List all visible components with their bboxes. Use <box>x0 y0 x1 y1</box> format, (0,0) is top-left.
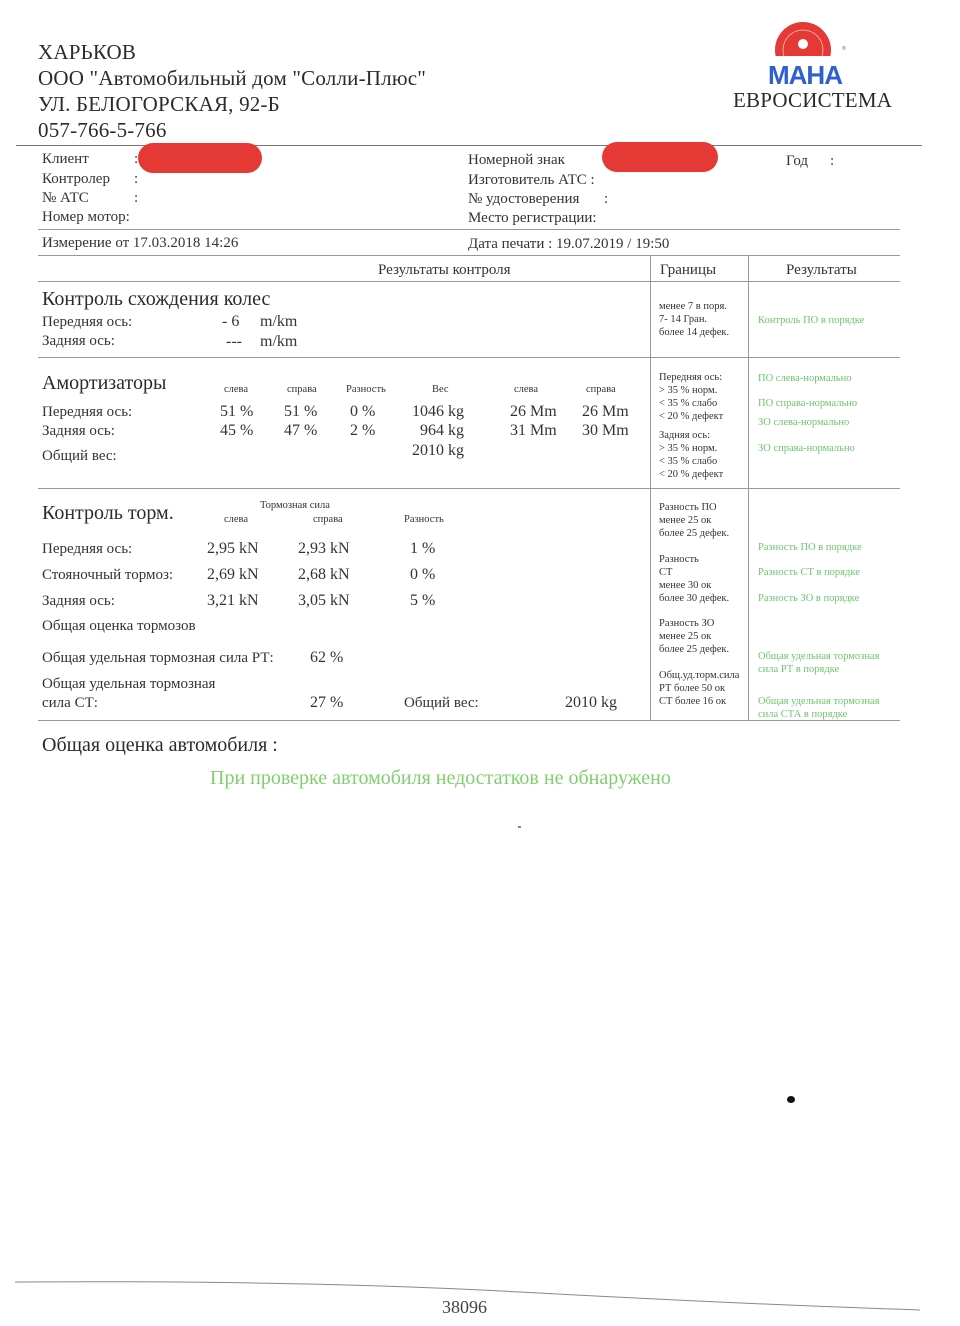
brake-limit-line: менее 25 ок <box>659 515 712 526</box>
ink-speck <box>518 826 521 828</box>
shock-col-right-mm: справа <box>586 384 616 395</box>
results-control-header: Результаты контроля <box>378 262 511 278</box>
alignment-title: Контроль схождения колес <box>42 288 271 310</box>
company-name: ООО "Автомобильный дом "Солли-Плюс" <box>38 66 427 90</box>
company-address: УЛ. БЕЛОГОРСКАЯ, 92-Б <box>38 92 280 116</box>
brake-limit-line: СТ <box>659 567 673 578</box>
brake-limit-line: менее 25 ок <box>659 631 712 642</box>
vehicle-assessment-title: Общая оценка автомобиля : <box>42 734 278 756</box>
shock-rear-left: 45 % <box>220 422 254 439</box>
brake-col-right: справа <box>313 514 343 525</box>
brake-limits-front <box>659 501 729 540</box>
shock-front-left: 51 % <box>220 403 254 420</box>
brake-limit-line: более 25 дефек. <box>659 528 730 539</box>
maker-label: Изготовитель АТС : <box>468 172 595 188</box>
brake-result-front: Разность ПО в порядке <box>758 542 862 553</box>
city: ХАРЬКОВ <box>38 40 137 64</box>
brake-row-diff: 0 % <box>410 566 436 583</box>
brake-limit-line: менее 30 ок <box>659 580 712 591</box>
brake-limit-line: Разность <box>659 554 699 565</box>
brakes-total-weight: 2010 kg <box>565 694 617 711</box>
shock-result-rear-right: ЗО справа-нормально <box>758 443 855 454</box>
shock-limit-line: < 20 % дефект <box>659 469 724 480</box>
brake-row-right: 2,93 kN <box>298 540 350 557</box>
brake-row-right: 3,05 kN <box>298 592 350 609</box>
shock-limit-line: < 35 % слабо <box>659 398 718 409</box>
alignment-limit-line: менее 7 в поря. <box>659 301 727 312</box>
registration-place-label: Место регистрации: <box>468 210 597 226</box>
shock-rear-label: Задняя ось: <box>42 423 115 439</box>
shock-result-front-right: ПО справа-нормально <box>758 398 858 409</box>
shock-limit-line: Передняя ось: <box>659 372 723 383</box>
shock-rear-left-mm: 31 Mm <box>510 422 557 439</box>
alignment-limits <box>659 300 729 339</box>
controller-colon: : <box>134 171 139 187</box>
brakes-rt-label: Общая удельная тормозная сила РТ: <box>42 650 274 666</box>
footer-stub: 38096 <box>442 1297 487 1313</box>
alignment-limit-line: более 14 дефек. <box>659 327 730 338</box>
brake-result-st-line: Общая удельная тормозная <box>758 696 880 707</box>
vehicle-assessment-result: При проверке автомобиля недостатков не обнаружено <box>210 767 671 789</box>
brakes-st-value: 27 % <box>310 694 344 711</box>
alignment-rear-unit: m/km <box>260 333 298 350</box>
shock-front-weight: 1046 kg <box>412 403 464 420</box>
brake-row-label: Стояночный тормоз: <box>42 567 174 583</box>
brake-row-left: 3,21 kN <box>207 592 259 609</box>
controller-label: Контролер <box>42 171 110 187</box>
brake-col-left: слева <box>224 514 249 525</box>
maha-logo-icon <box>766 20 846 90</box>
shock-col-weight: Вес <box>432 384 449 395</box>
brake-col-diff: Разность <box>404 514 444 525</box>
svg-text:®: ® <box>842 46 846 52</box>
brakes-st-label-2: сила СТ: <box>42 695 98 711</box>
brake-result-rt-line: сила РТ в порядке <box>758 664 840 675</box>
print-date: Дата печати : 19.07.2019 / 19:50 <box>468 236 670 252</box>
brake-limits-total <box>659 669 739 708</box>
brake-limit-line: Разность ЗО <box>659 618 715 629</box>
shock-front-label: Передняя ось: <box>42 404 133 420</box>
brake-limit-line: Общ.уд.торм.сила <box>659 670 740 681</box>
brake-row-diff: 5 % <box>410 592 436 609</box>
brake-result-st-line: сила СТА в порядке <box>758 709 848 720</box>
brake-result-rt <box>758 650 879 676</box>
shock-limit-line: < 35 % слабо <box>659 456 718 467</box>
shock-col-diff: Разность <box>346 384 386 395</box>
company-phone: 057-766-5-766 <box>38 118 167 142</box>
shock-limit-line: < 20 % дефект <box>659 411 724 422</box>
brake-row-left: 2,69 kN <box>207 566 259 583</box>
brake-limit-line: более 25 дефек. <box>659 644 730 655</box>
ink-speck <box>787 1096 795 1103</box>
alignment-front-unit: m/km <box>260 313 298 330</box>
brakes-title: Контроль торм. <box>42 502 174 524</box>
shock-col-left: слева <box>224 384 249 395</box>
brake-row-diff: 1 % <box>410 540 436 557</box>
shock-limit-line: > 35 % норм. <box>659 385 718 396</box>
shock-total-label: Общий вес: <box>42 448 117 464</box>
shock-limits <box>659 371 723 481</box>
certificate-label: № удостоверения <box>468 191 580 207</box>
brakes-overall-label: Общая оценка тормозов <box>42 618 196 634</box>
brake-limits-rear <box>659 617 729 656</box>
maha-logo <box>766 20 846 90</box>
brake-row-left: 2,95 kN <box>207 540 259 557</box>
brake-result-st-total <box>758 695 879 721</box>
alignment-result: Контроль ПО в порядке <box>758 315 865 326</box>
brake-limit-line: Разность ПО <box>659 502 717 513</box>
shock-col-left-mm: слева <box>514 384 539 395</box>
measurement-date: Измерение от 17.03.2018 14:26 <box>42 235 239 251</box>
shock-front-diff: 0 % <box>350 403 376 420</box>
client-colon: : <box>134 151 139 167</box>
brake-row-label: Передняя ось: <box>42 541 133 557</box>
alignment-rear-label: Задняя ось: <box>42 333 115 349</box>
shock-total-weight: 2010 kg <box>412 442 464 459</box>
shock-front-right: 51 % <box>284 403 318 420</box>
alignment-front-label: Передняя ось: <box>42 314 133 330</box>
page-tear <box>0 1270 960 1321</box>
shock-rear-diff: 2 % <box>350 422 376 439</box>
client-label: Клиент <box>42 151 89 167</box>
brake-result-rear: Разность ЗО в порядке <box>758 593 860 604</box>
brand-name: ЕВРОСИСТЕМА <box>733 88 893 112</box>
brakes-st-label-1: Общая удельная тормозная <box>42 676 216 692</box>
alignment-rear-value: --- <box>226 333 242 350</box>
year-colon: : <box>830 153 835 169</box>
brake-force-header: Тормозная сила <box>260 500 330 511</box>
plate-label: Номерной знак <box>468 152 565 168</box>
brake-limit-line: более 30 дефек. <box>659 593 730 604</box>
client-redaction <box>138 143 262 173</box>
alignment-limit-line: 7- 14 Гран. <box>659 314 708 325</box>
limits-header: Границы <box>660 262 717 278</box>
brake-limit-line: РТ более 50 ок <box>659 683 726 694</box>
brake-limit-line: СТ более 16 ок <box>659 696 727 707</box>
atc-number-label: № АТС <box>42 190 89 206</box>
alignment-front-value: - 6 <box>222 313 240 330</box>
motor-number-label: Номер мотор: <box>42 209 130 225</box>
plate-redaction <box>602 142 718 172</box>
brake-result-rt-line: Общая удельная тормозная <box>758 651 880 662</box>
brake-row-label: Задняя ось: <box>42 593 115 609</box>
brakes-total-weight-label: Общий вес: <box>404 695 479 711</box>
atc-number-colon: : <box>134 190 139 206</box>
shock-rear-right-mm: 30 Mm <box>582 422 629 439</box>
brake-result-st: Разность СТ в порядке <box>758 567 860 578</box>
shock-limit-line: > 35 % норм. <box>659 443 718 454</box>
shock-col-right: справа <box>287 384 317 395</box>
brake-row-right: 2,68 kN <box>298 566 350 583</box>
shock-title: Амортизаторы <box>42 372 167 394</box>
shock-rear-weight: 964 kg <box>420 422 464 439</box>
shock-front-left-mm: 26 Mm <box>510 403 557 420</box>
shock-limit-line: Задняя ось: <box>659 430 711 441</box>
brakes-rt-value: 62 % <box>310 649 344 666</box>
certificate-colon: : <box>604 191 609 207</box>
shock-result-front-left: ПО слева-нормально <box>758 373 852 384</box>
brake-limits-st <box>659 553 729 605</box>
shock-front-right-mm: 26 Mm <box>582 403 629 420</box>
svg-text:MAHA: MAHA <box>768 60 842 90</box>
results-header: Результаты <box>786 262 857 278</box>
year-label: Год <box>786 153 809 169</box>
shock-result-rear-left: ЗО слева-нормально <box>758 417 850 428</box>
shock-rear-right: 47 % <box>284 422 318 439</box>
